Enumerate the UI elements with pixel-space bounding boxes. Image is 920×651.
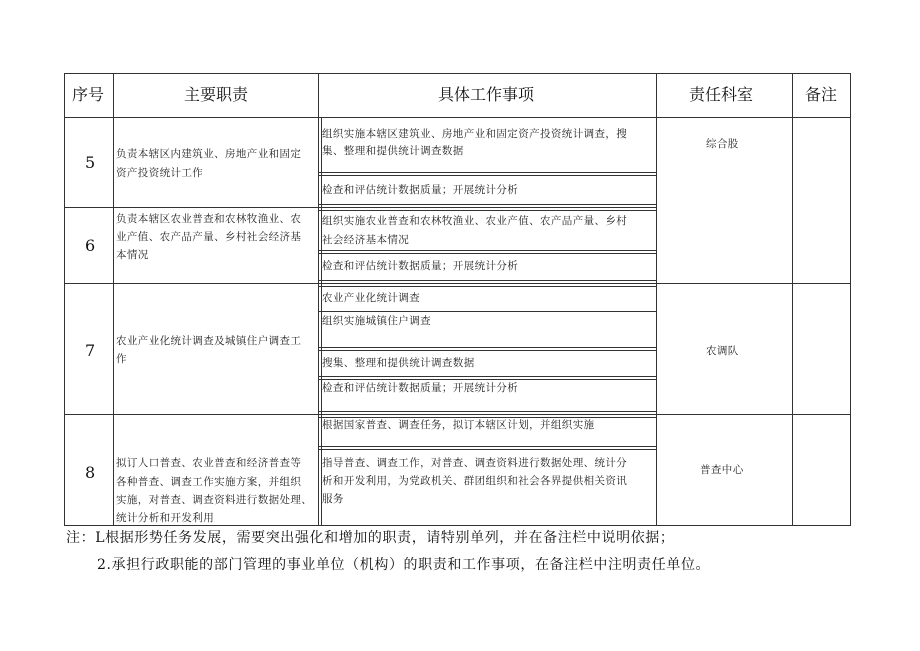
col-divider-duty — [318, 73, 319, 526]
task-line: 社会经济基本情况 — [322, 234, 410, 246]
task-divider — [318, 417, 656, 418]
task-divider — [318, 280, 656, 281]
table-top-border — [64, 73, 850, 74]
department-name: 农调队 — [706, 345, 739, 357]
duty-line: 负责本辖区内建筑业、房地产业和固定 — [116, 148, 302, 160]
row-divider-6-7 — [64, 283, 850, 284]
task-line: 检查和评估统计数据质量；开展统计分析 — [322, 382, 519, 394]
table-left-border — [64, 73, 65, 526]
task-divider — [318, 449, 656, 450]
task-divider — [318, 204, 656, 205]
task-divider — [318, 250, 656, 251]
task-line: 服务 — [322, 493, 344, 505]
task-line: 检查和评估统计数据质量；开展统计分析 — [322, 260, 519, 272]
duty-line: 拟订人口普查、农业普查和经济普查等 — [116, 457, 302, 469]
duty-line: 各种普查、调查工作实施方案，并组织 — [116, 476, 302, 488]
task-line: 析和开发利用，为党政机关、群团组织和社会各界提供相关资讯 — [322, 475, 628, 487]
table-bottom-border — [64, 525, 850, 526]
duty-line: 本情况 — [116, 249, 149, 261]
col-divider-seq — [113, 73, 114, 526]
row-divider-5-6 — [64, 207, 656, 208]
row-number: 7 — [85, 341, 96, 360]
task-line: 检查和评估统计数据质量；开展统计分析 — [322, 184, 519, 196]
task-divider — [318, 379, 656, 380]
task-divider — [318, 175, 656, 176]
row-divider-7-8 — [64, 414, 850, 415]
header-seq: 序号 — [72, 85, 105, 104]
task-divider — [318, 347, 656, 348]
task-line: 组织实施本辖区建筑业、房地产业和固定资产投资统计调查，搜 — [322, 128, 628, 140]
task-divider — [318, 411, 656, 412]
col-divider-tasks — [656, 73, 657, 526]
row-number: 8 — [85, 463, 96, 482]
duty-line: 资产投资统计工作 — [116, 167, 204, 179]
task-line: 组织实施农业普查和农林牧渔业、农业产值、农产品产量、乡村 — [322, 215, 628, 227]
footnote-1: 注：L根据形势任务发展，需要突出强化和增加的职责，请特别单列，并在备注栏中说明依据； — [66, 530, 675, 546]
row-number: 5 — [85, 153, 96, 172]
task-divider — [318, 446, 656, 447]
task-line: 根据国家普查、调查任务，拟订本辖区计划，并组织实施 — [322, 419, 595, 431]
task-line: 组织实施城镇住户调查 — [322, 315, 431, 327]
table-right-border — [850, 73, 851, 526]
header-tasks: 具体工作事项 — [438, 85, 535, 104]
header-dept: 责任科室 — [689, 85, 754, 104]
task-divider — [318, 172, 656, 173]
row-number: 6 — [85, 236, 96, 255]
task-divider — [318, 253, 656, 254]
task-line: 农业产业化统计调查 — [322, 292, 421, 304]
task-line: 搜集、整理和提供统计调查数据 — [322, 357, 475, 369]
duty-line: 业产值、农产品产量、乡村社会经济基 — [116, 231, 302, 243]
task-divider — [318, 376, 656, 377]
task-divider — [318, 286, 656, 287]
duty-line: 负责本辖区农业普查和农林牧渔业、农 — [116, 213, 302, 225]
duty-line: 作 — [116, 353, 127, 365]
task-divider — [318, 350, 656, 351]
header-bottom-border — [64, 117, 850, 118]
footnote-2: 2.承担行政职能的部门管理的事业单位（机构）的职责和工作事项，在备注栏中注明责任单位。 — [97, 557, 711, 573]
header-remark: 备注 — [805, 85, 838, 104]
task-divider — [318, 311, 656, 312]
col-divider-dept — [792, 73, 793, 526]
department-name: 综合股 — [706, 138, 739, 150]
duty-line: 实施，对普查、调查资料进行数据处理、 — [116, 494, 313, 506]
task-line: 集、整理和提供统计调查数据 — [322, 145, 464, 157]
task-line: 指导普查、调查工作，对普查、调查资料进行数据处理、统计分 — [322, 457, 628, 469]
duty-line: 统计分析和开发利用 — [116, 512, 215, 524]
task-divider — [318, 210, 656, 211]
header-duty: 主要职责 — [184, 85, 249, 104]
duty-line: 农业产业化统计调查及城镇住户调查工 — [116, 335, 302, 347]
department-name: 普查中心 — [700, 464, 744, 476]
